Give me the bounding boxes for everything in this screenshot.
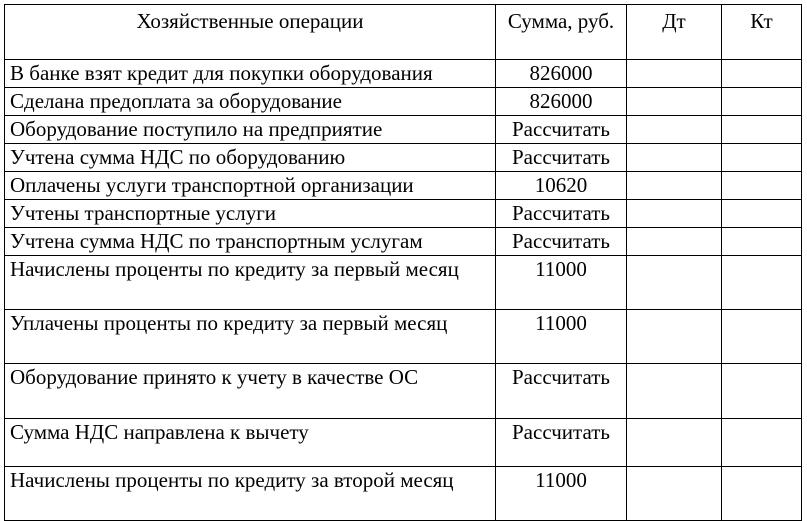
- debit-cell[interactable]: [627, 144, 722, 172]
- header-sum: Сумма, руб.: [496, 5, 627, 60]
- operation-cell: Учтены транспортные услуги: [5, 200, 496, 228]
- table-row: [5, 144, 802, 172]
- credit-cell[interactable]: [722, 467, 802, 521]
- credit-cell[interactable]: [722, 144, 802, 172]
- operation-cell: Оборудование принято к учету в качестве ОС: [5, 364, 496, 419]
- table-row: [5, 116, 802, 144]
- sum-cell: 826000: [496, 88, 627, 116]
- table-row: [5, 60, 802, 88]
- table-row: [5, 310, 802, 364]
- table-header-row: [5, 5, 802, 60]
- operation-cell: Начислены проценты по кредиту за второй месяц: [5, 467, 496, 521]
- header-operation: Хозяйственные операции: [5, 5, 496, 60]
- sum-cell: Рассчитать: [496, 116, 627, 144]
- sum-cell: Рассчитать: [496, 144, 627, 172]
- table-row: [5, 467, 802, 521]
- debit-cell[interactable]: [627, 200, 722, 228]
- credit-cell[interactable]: [722, 256, 802, 310]
- credit-cell[interactable]: [722, 228, 802, 256]
- credit-cell[interactable]: [722, 88, 802, 116]
- credit-cell[interactable]: [722, 116, 802, 144]
- sum-cell: Рассчитать: [496, 419, 627, 467]
- sum-cell: Рассчитать: [496, 200, 627, 228]
- operation-cell: Оборудование поступило на предприятие: [5, 116, 496, 144]
- table-row: [5, 228, 802, 256]
- table-row: [5, 172, 802, 200]
- operation-cell: Уплачены проценты по кредиту за первый месяц: [5, 310, 496, 364]
- credit-cell[interactable]: [722, 419, 802, 467]
- sum-cell: Рассчитать: [496, 364, 627, 419]
- sum-cell: 10620: [496, 172, 627, 200]
- table-row: [5, 200, 802, 228]
- debit-cell[interactable]: [627, 364, 722, 419]
- credit-cell[interactable]: [722, 200, 802, 228]
- credit-cell[interactable]: [722, 364, 802, 419]
- operation-cell: В банке взят кредит для покупки оборудования: [5, 60, 496, 88]
- table-row: [5, 364, 802, 419]
- debit-cell[interactable]: [627, 88, 722, 116]
- debit-cell[interactable]: [627, 172, 722, 200]
- operation-cell: Сумма НДС направлена к вычету: [5, 419, 496, 467]
- table-row: [5, 419, 802, 467]
- sum-cell: 11000: [496, 256, 627, 310]
- sum-cell: 11000: [496, 310, 627, 364]
- debit-cell[interactable]: [627, 467, 722, 521]
- debit-cell[interactable]: [627, 310, 722, 364]
- operation-cell: Учтена сумма НДС по транспортным услугам: [5, 228, 496, 256]
- debit-cell[interactable]: [627, 419, 722, 467]
- operation-cell: Сделана предоплата за оборудование: [5, 88, 496, 116]
- sum-cell: 11000: [496, 467, 627, 521]
- operation-cell: Учтена сумма НДС по оборудованию: [5, 144, 496, 172]
- credit-cell[interactable]: [722, 172, 802, 200]
- credit-cell[interactable]: [722, 60, 802, 88]
- operations-table: [4, 4, 802, 521]
- sum-cell: Рассчитать: [496, 228, 627, 256]
- sum-cell: 826000: [496, 60, 627, 88]
- debit-cell[interactable]: [627, 228, 722, 256]
- operation-cell: Начислены проценты по кредиту за первый месяц: [5, 256, 496, 310]
- table-row: [5, 88, 802, 116]
- table-row: [5, 256, 802, 310]
- credit-cell[interactable]: [722, 310, 802, 364]
- debit-cell[interactable]: [627, 256, 722, 310]
- debit-cell[interactable]: [627, 60, 722, 88]
- debit-cell[interactable]: [627, 116, 722, 144]
- header-debit: Дт: [627, 5, 722, 60]
- header-credit: Кт: [722, 5, 802, 60]
- operation-cell: Оплачены услуги транспортной организации: [5, 172, 496, 200]
